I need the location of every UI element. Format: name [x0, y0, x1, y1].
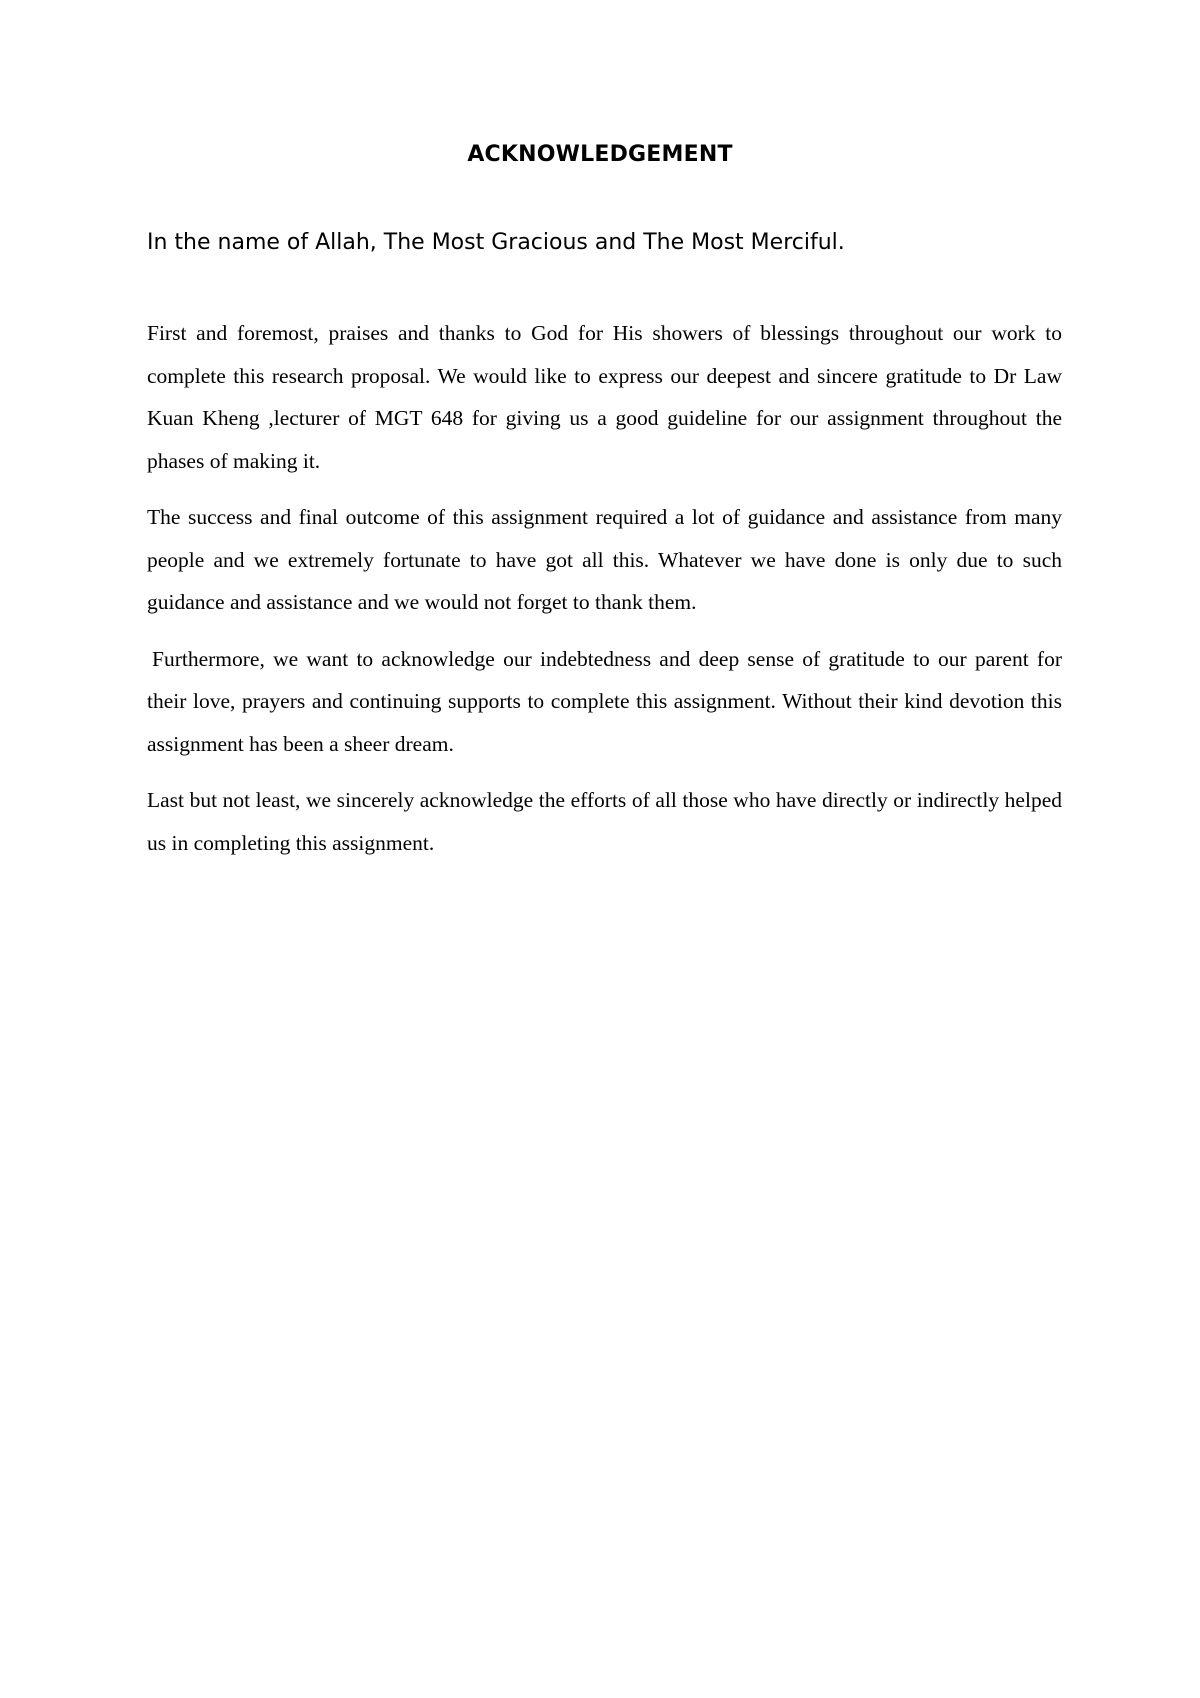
paragraph-thanks-lecturer: First and foremost, praises and thanks to God for His showers of blessings throughout our work to complete this research proposal. We would like to express our deepest and sincere gratitude to Dr Law Kuan Kheng ,lecturer of MGT 648 for giving us a good guideline for our assignment throughout the phases of making it. [147, 321, 1062, 473]
paragraph-last-thanks: Last but not least, we sincerely acknowledge the efforts of all those who have directly or indirectly helped us in completing this assignment. [147, 788, 1062, 855]
paragraph-thanks-parents: Furthermore, we want to acknowledge our indebtedness and deep sense of gratitude to our parent for their love, prayers and continuing supports to complete this assignment. Without their kind devotion this assignment has been a sheer dream. [147, 646, 1062, 756]
paragraph-success-outcome: The success and final outcome of this assignment required a lot of guidance and assistance from many people and we extremely fortunate to have got all this. Whatever we have done is only due to such guidance and assistance and we would not forget to thank them. [147, 505, 1062, 614]
invocation-line: In the name of Allah, The Most Gracious and The Most Merciful. [147, 230, 845, 255]
body-text [147, 312, 1062, 878]
page-title: ACKNOWLEDGEMENT [467, 142, 733, 167]
